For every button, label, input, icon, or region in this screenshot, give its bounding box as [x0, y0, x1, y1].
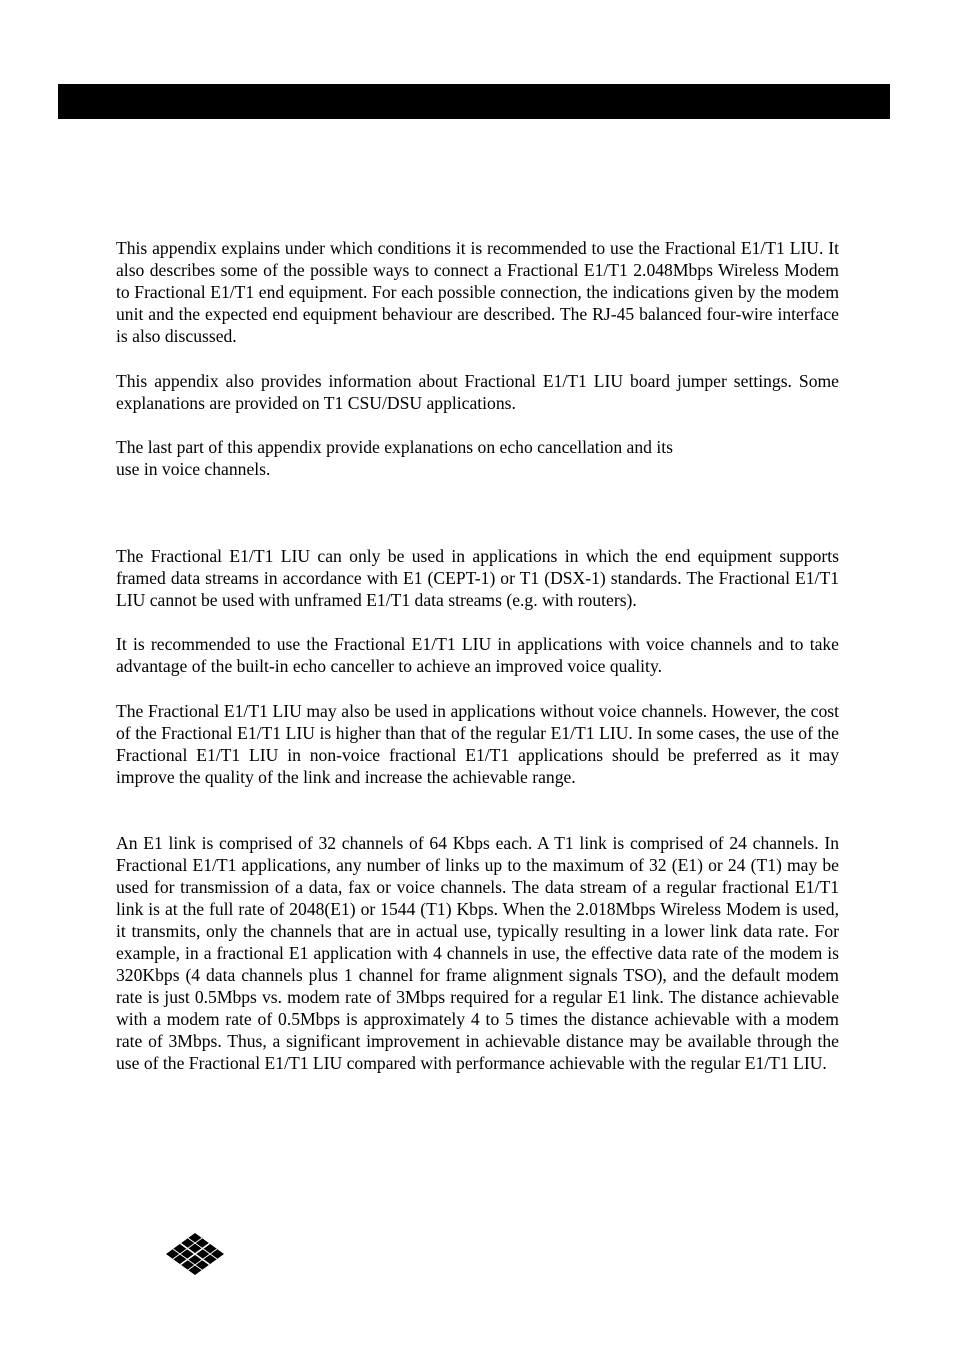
- non-voice-paragraph: The Fractional E1/T1 LIU may also be used in applications without voice channels. However, the cost of the Fractional E1/T1 LIU is higher than that of the regular E1/T1 LIU. In some cases, the use of the Fractional E1/T1 LIU in non-voice fractional E1/T1 applications should be preferred as it may improve the quality of the link and increase the achievable range.: [116, 701, 839, 787]
- voice-channels-paragraph: It is recommended to use the Fractional E1/T1 LIU in applications with voice channels and to take advantage of the built-in echo canceller to achieve an improved voice quality.: [116, 634, 839, 676]
- intro-paragraph: This appendix explains under which conditions it is recommended to use the Fractional E1/T1 LIU. It also describes some of the possible ways to connect a Fractional E1/T1 2.048Mbps Wireless Modem to Fractional E1/T1 end equipment. For each possible connection, the indications given by the modem unit and the expected end equipment behaviour are described. The RJ-45 balanced four-wire interface is also discussed.: [116, 238, 839, 346]
- header-bar: [58, 84, 890, 119]
- echo-section: [116, 436, 839, 480]
- black-box-diamond-logo-icon: [166, 1233, 224, 1275]
- jumper-settings-section: [116, 370, 839, 414]
- framed-streams-section: [116, 545, 839, 611]
- echo-paragraph-line-2: use in voice channels.: [116, 459, 271, 479]
- appendix-intro-section: [116, 237, 839, 347]
- link-rate-section: [116, 832, 839, 1074]
- framed-streams-paragraph: The Fractional E1/T1 LIU can only be used in applications in which the end equipment supports framed data streams in accordance with E1 (CEPT-1) or T1 (DSX-1) standards. The Fractional E1/T1 LIU cannot be used with unframed E1/T1 data streams (e.g. with routers).: [116, 546, 839, 610]
- voice-channels-section: [116, 633, 839, 677]
- jumper-paragraph: This appendix also provides information about Fractional E1/T1 LIU board jumper settings. Some explanations are provided on T1 CSU/DSU applications.: [116, 371, 839, 413]
- link-rate-paragraph: An E1 link is comprised of 32 channels of 64 Kbps each. A T1 link is comprised of 24 channels. In Fractional E1/T1 applications, any number of links up to the maximum of 32 (E1) or 24 (T1) may be used for transmission of a data, fax or voice channels. The data stream of a regular fractional E1/T1 link is at the full rate of 2048(E1) or 1544 (T1) Kbps. When the 2.018Mbps Wireless Modem is used, it transmits, only the channels that are in actual use, typically resulting in a lower link data rate. For example, in a fractional E1 application with 4 channels in use, the effective data rate of the modem is 320Kbps (4 data channels plus 1 channel for frame alignment signals TSO), and the default modem rate is just 0.5Mbps vs. modem rate of 3Mbps required for a regular E1 link. The distance achievable with a modem rate of 0.5Mbps is approximately 4 to 5 times the distance achievable with a modem rate of 3Mbps. Thus, a significant improvement in achievable distance may be available through the use of the Fractional E1/T1 LIU compared with performance achievable with the regular E1/T1 LIU.: [116, 833, 839, 1073]
- echo-paragraph-line-1: The last part of this appendix provide explanations on echo cancellation and its: [116, 437, 673, 457]
- non-voice-section: [116, 700, 839, 788]
